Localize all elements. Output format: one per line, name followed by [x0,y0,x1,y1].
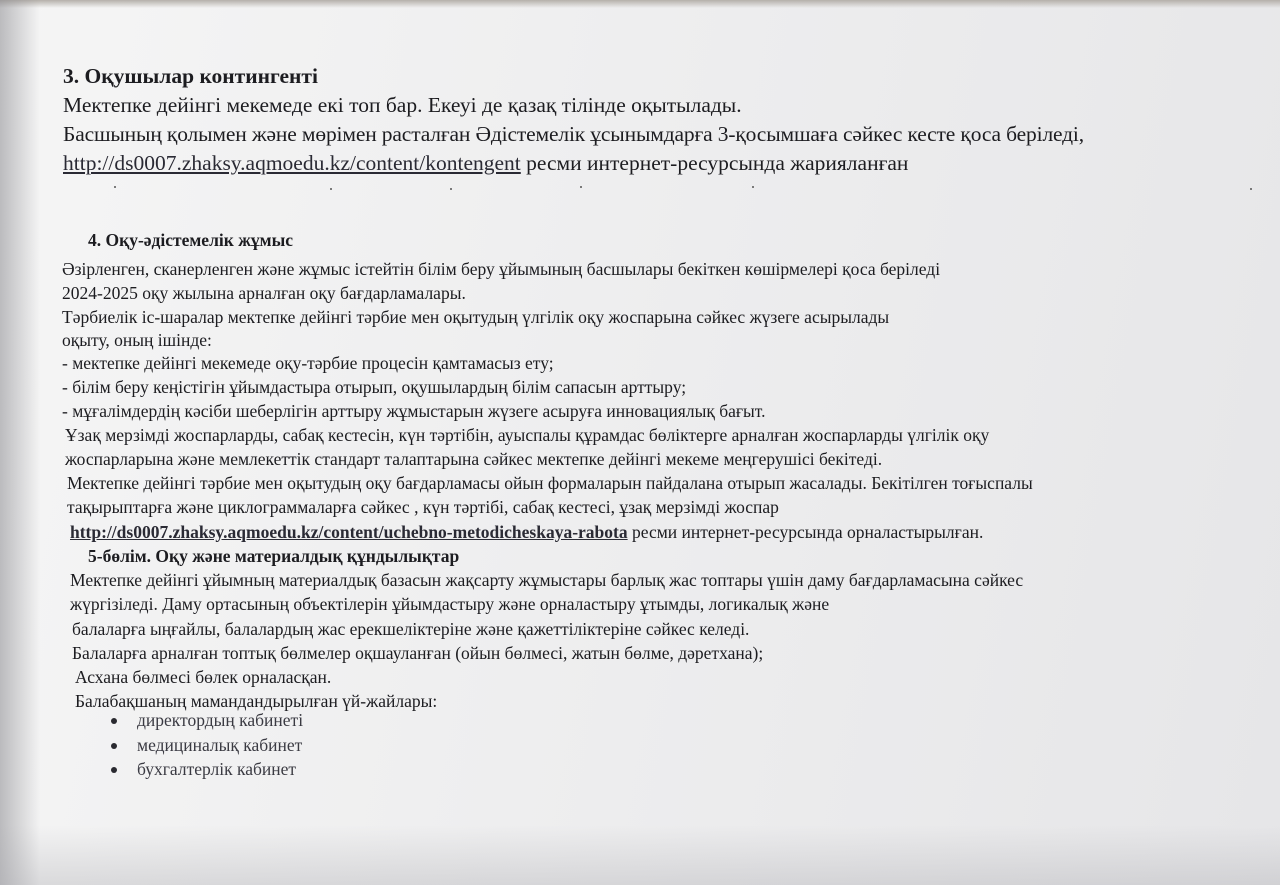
section-4-line-11: тақырыптарға және циклограммаларға сәйкес , күн тәртібі, сабақ кестесі, ұзақ мерзімді жоспар [67,497,779,517]
section-5-line-1: Мектепке дейінгі ұйымның материалдық базасын жақсарту жұмыстары барлық жас топтары үшін даму бағдарламасына сәйкес [70,570,1024,590]
section-5-line-3: балаларға ыңғайлы, балалардың жас ерекшеліктеріне және қажеттіліктеріне сәйкес келеді. [72,619,750,639]
section-4-link-suffix: ресми интернет-ресурсында орналастырылған. [627,522,984,542]
section-3-line-3 [63,151,908,176]
section-4-line-1: Әзірленген, сканерленген және жұмыс істейтін білім беру ұйымының басшылары бекіткен көшірмелері қоса беріледі [62,259,941,279]
section-4-line-3: Тәрбиелік іс-шаралар мектепке дейінгі тәрбие мен оқытудың үлгілік оқу жоспарына сәйкес жүзеге асырылады [62,307,890,327]
section-4-line-4: оқыту, оның ішінде: [62,330,212,350]
page-shadow-bottom [0,825,1280,885]
section-3-heading: 3. Оқушылар контингенті [63,64,318,88]
section-4-line-6: - білім беру кеңістігін ұйымдастыра отырып, оқушылардың білім сапасын арттыру; [62,377,687,397]
section-4-line-5: - мектепке дейінгі мекемеде оқу-тәрбие процесін қамтамасыз ету; [62,353,554,373]
section-4-line-7: - мұғалімдердің кәсіби шеберлігін арттыру жұмыстарын жүзеге асыруға инновациялық бағыт. [62,401,766,421]
section-5-line-5: Асхана бөлмесі бөлек орналасқан. [75,667,332,687]
speck [580,186,582,188]
page-top-edge [0,0,1280,8]
kontengent-link[interactable]: http://ds0007.zhaksy.aqmoedu.kz/content/kontengent [63,151,521,175]
list-item: бухгалтерлік кабинет [137,759,297,779]
section-3-link-suffix: ресми интернет-ресурсында жарияланған [520,151,909,175]
speck [1250,188,1252,190]
section-5-line-2: жүргізіледі. Даму ортасының объектілерін ұйымдастыру және орналастыру ұтымды, логикалық және [70,594,830,614]
list-item: медициналық кабинет [137,735,303,755]
section-4-line-10: Мектепке дейінгі тәрбие мен оқытудың оқу бағдарламасы ойын формаларын пайдалана отырып жасалады. Бекітілген тоғыспалы [67,473,1033,493]
section-3-line-1: Мектепке дейінгі мекемеде екі топ бар. Екеуі де қазақ тілінде оқытылады. [63,93,742,117]
page-shadow-left [0,0,40,885]
section-4-line-12 [70,522,983,542]
bullet-icon [111,743,117,749]
speck [114,186,116,188]
speck [752,186,754,188]
list-item: директордың кабинеті [137,710,304,730]
metodicheskaya-link[interactable]: http://ds0007.zhaksy.aqmoedu.kz/content/uchebno-metodicheskaya-rabota [70,522,628,542]
section-4-line-8: Ұзақ мерзімді жоспарларды, сабақ кестесін, күн тәртібін, ауыспалы құрамдас бөліктерге арналған жоспарларды үлгілік оқу [65,425,990,445]
section-5-line-4: Балаларға арналған топтық бөлмелер оқшауланған (ойын бөлмесі, жатын бөлме, дәретхана); [72,643,764,663]
section-5-heading: 5-бөлім. Оқу және материалдық құндылықтар [88,546,460,566]
section-4-heading: 4. Оқу-әдістемелік жұмыс [88,230,294,250]
section-3-line-2: Басшының қолымен және мөрімен расталған Әдістемелік ұсынымдарға 3-қосымшаға сәйкес кесте қоса беріледі, [63,122,1084,146]
bullet-icon [111,767,117,773]
section-4-line-9: жоспарларына және мемлекеттік стандарт талаптарына сәйкес мектепке дейінгі мекеме меңгерушісі бекітеді. [65,449,883,469]
bullet-icon [111,718,117,724]
section-4-line-2: 2024-2025 оқу жылына арналған оқу бағдарламалары. [62,283,466,303]
speck [330,188,332,190]
speck [450,188,452,190]
section-5-line-6: Балабақшаның мамандандырылған үй-жайлары: [75,691,438,711]
